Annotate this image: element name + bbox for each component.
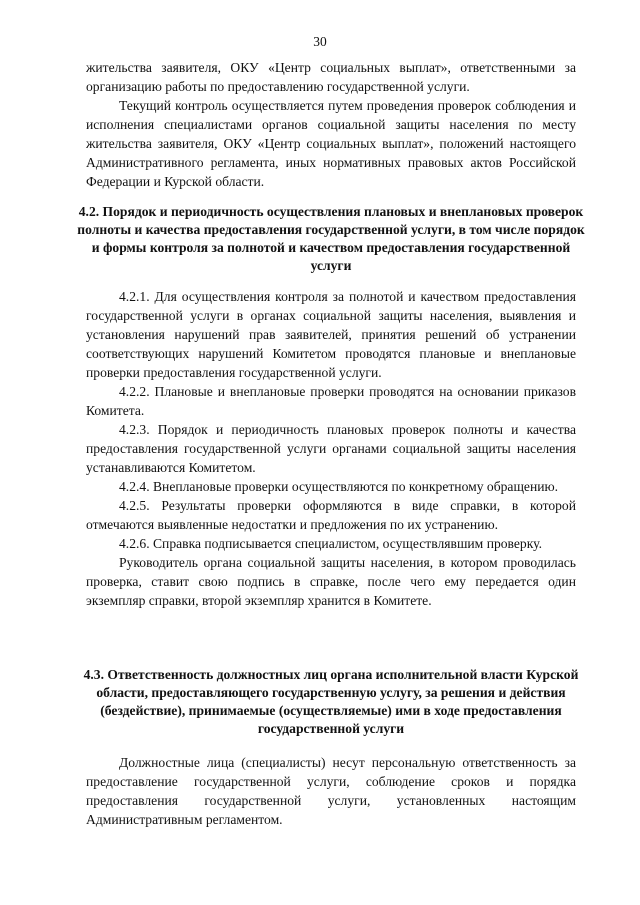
section-4-3-body — [86, 753, 576, 829]
top-text — [86, 58, 576, 191]
paragraph-4-2-3: 4.2.3. Порядок и периодичность плановых проверок полноты и качества предоставления государственной услуги органами социальной защиты населения устанавливаются Комитетом. — [86, 422, 576, 475]
paragraph-4-2-2: 4.2.2. Плановые и внеплановые проверки проводятся на основании приказов Комитета. — [86, 384, 576, 418]
paragraph-4-2-4: 4.2.4. Внеплановые проверки осуществляются по конкретному обращению. — [119, 479, 559, 494]
paragraph-continuation: жительства заявителя, ОКУ «Центр социальных выплат», ответственными за организацию работы по предоставлению государственной услуги. — [86, 60, 576, 94]
page-number: 30 — [313, 34, 327, 49]
paragraph-4-2-6: 4.2.6. Справка подписывается специалистом, осуществлявшим проверку. — [119, 536, 542, 551]
paragraph-responsibility: Должностные лица (специалисты) несут персональную ответственность за предоставление государственной услуги, соблюдение сроков и порядка предоставления государственной услуги, установленных настоящим Административным регламентом. — [86, 755, 576, 827]
paragraph-4-2-5: 4.2.5. Результаты проверки оформляются в виде справки, в которой отмечаются выявленные недостатки и предложения по их устранению. — [86, 498, 576, 532]
paragraph-current-control: Текущий контроль осуществляется путем проведения проверок соблюдения и исполнения специалистами органов социальной защиты населения по месту жительства заявителя, ОКУ «Центр социальных выплат», положений настоящего Административного регламента, иных нормативных правовых актов Российской Федерации и Курской области. — [86, 98, 576, 189]
section-4-2-heading: 4.2. Порядок и периодичность осуществления плановых и внеплановых проверок полноты и качества предоставления государственной услуги, в том числе порядок и формы контроля за полнотой и качеством предоставления государственной услуги — [77, 204, 585, 273]
paragraph-4-2-1: 4.2.1. Для осуществления контроля за полнотой и качеством предоставления государственной услуги в органах социальной защиты населения, выявления и установления нарушений прав заявителей, принятия решений об устранении соответствующих нарушений Комитетом проводятся плановые и внеплановые проверки предоставления государственной услуги. — [86, 289, 576, 380]
section-4-2-body — [86, 287, 576, 610]
paragraph-head-signature: Руководитель органа социальной защиты населения, в котором проводилась проверка, ставит свою подпись в справке, после чего ему передается один экземпляр справки, второй экземпляр хранится в Комитете. — [86, 555, 576, 608]
section-4-3-heading: 4.3. Ответственность должностных лиц органа исполнительной власти Курской области, предоставляющего государственную услугу, за решения и действия (бездействие), принимаемые (осуществляемые) ими в ходе предоставления государственной услуги — [83, 667, 579, 736]
